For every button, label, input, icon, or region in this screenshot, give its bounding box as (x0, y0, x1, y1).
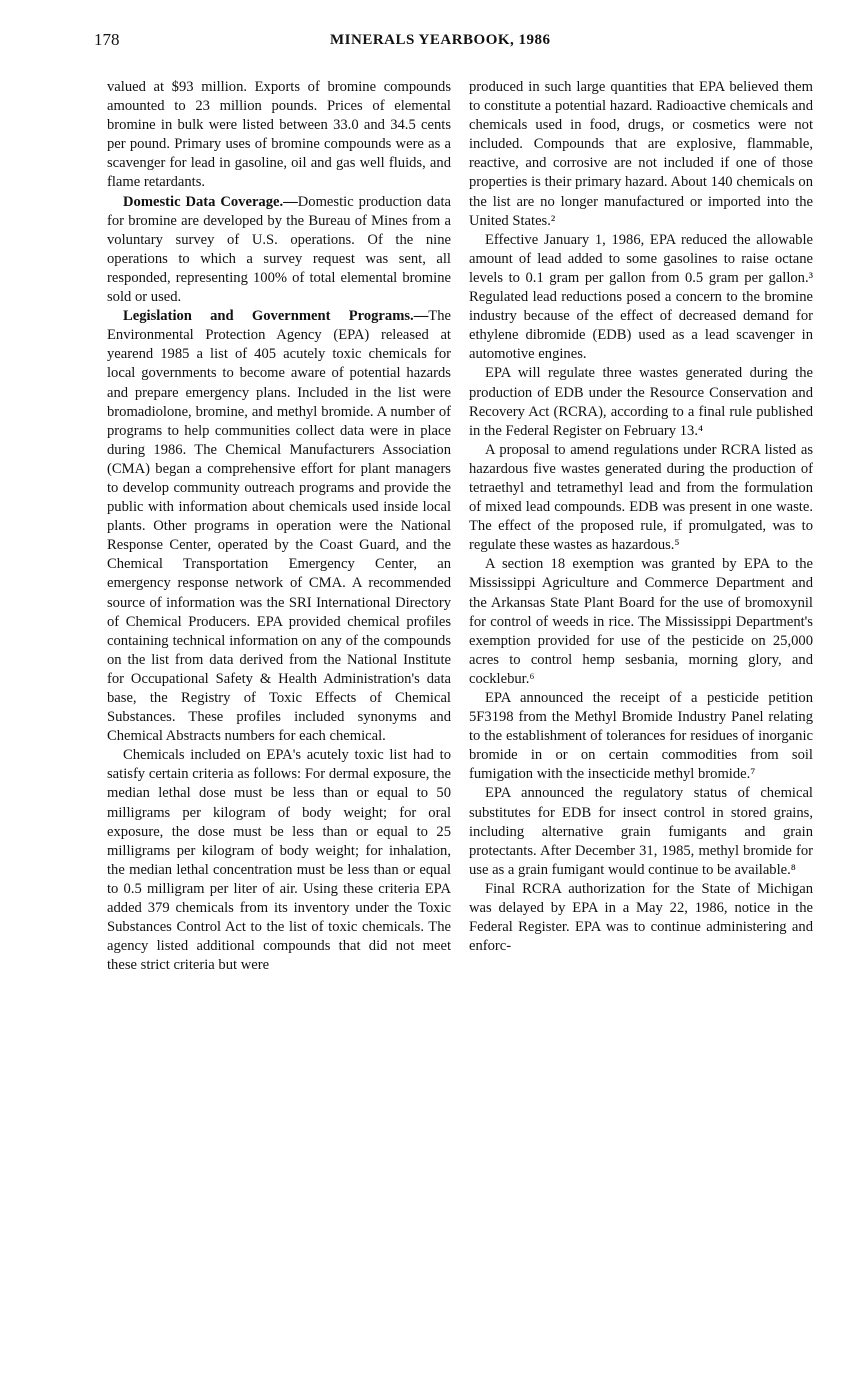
running-title: MINERALS YEARBOOK, 1986 (330, 32, 551, 48)
paragraph: A section 18 exemption was granted by EPA to the Mississippi Agriculture and Commerce Department and the Arkansas State Plant Board for the use of bromoxynil for control of weeds in rice. The Mississippi Department's exemption provided for use of the pesticide on 25,000 acres to control hemp sesbania, morning glory, and cocklebur.⁶ (469, 556, 813, 687)
page-number: 178 (94, 30, 120, 49)
section-heading: Domestic Data Coverage.— (123, 193, 298, 210)
paragraph: EPA announced the receipt of a pesticide petition 5F3198 from the Methyl Bromide Industry Panel relating to the establishment of tolerances for residues of inorganic bromide in or on certain commodities from soil fumigation with the insecticide methyl bromide.⁷ (469, 690, 813, 783)
paragraph-text: The Environmental Protection Agency (EPA) released at yearend 1985 a list of 405 acutely toxic chemicals for local governments to become aware of potential hazards and prepare emergency plans. Included in the list were bromadiolone, bromine, and methyl bromide. A number of programs to help communities collect data were in place during 1986. The Chemical Manufacturers Association (CMA) began a comprehensive effort for plant managers to develop community outreach programs and provide the public with information about chemicals used inside local plants. Other programs in operation were the National Response Center, operated by the Coast Guard, and the Chemical Transportation Emergency Center, an emergency response network of CMA. A recommended source of information was the SRI International Directory of Chemical Producers. EPA provided chemical profiles containing technical information on any of the compounds on the list from data derived from the National Institute for Occupational Safety & Health Administration's data base, the Registry of Toxic Effects of Chemical Substances. These profiles included synonyms and Chemical Abstracts numbers for each chemical. (107, 308, 451, 745)
right-column (469, 78, 813, 956)
paragraph: A proposal to amend regulations under RCRA listed as hazardous five wastes generated during the production of tetraethyl and tetramethyl lead and from the formulation of mixed lead compounds. EDB was present in one waste. The effect of the proposed rule, if promulgated, was to regulate these wastes as hazardous.⁵ (469, 441, 813, 554)
paragraph: EPA announced the regulatory status of chemical substitutes for EDB for insect control in stored grains, including alternative grain fumigants and grain protectants. After December 31, 1985, methyl bromide for use as a grain fumigant would continue to be available.⁸ (469, 785, 813, 878)
paragraph (107, 307, 451, 746)
paragraph: EPA will regulate three wastes generated during the production of EDB under the Resource Conservation and Recovery Act (RCRA), according to a final rule published in the Federal Register on February 13.⁴ (469, 365, 813, 439)
paragraph-text: Domestic production data for bromine are developed by the Bureau of Mines from a voluntary survey of U.S. operations. Of the nine operations to which a survey request was sent, all responded, representing 100% of total elemental bromine sold or used. (107, 193, 451, 306)
paragraph: Effective January 1, 1986, EPA reduced the allowable amount of lead added to some gasolines to raise octane levels to 0.1 gram per gallon from 0.5 gram per gallon.³ Regulated lead reductions posed a concern to the bromine industry because of the effect of decreased demand for ethylene dibromide (EDB) used as a lead scavenger in automotive engines. (469, 231, 813, 363)
paragraph: Final RCRA authorization for the State of Michigan was delayed by EPA in a May 22, 1986, notice in the Federal Register. EPA was to continue administering and enforc- (469, 880, 813, 955)
left-column (107, 78, 451, 975)
section-heading: Legislation and Government Programs.— (123, 308, 429, 325)
paragraph: produced in such large quantities that EPA believed them to constitute a potential hazard. Radioactive chemicals and chemicals used in food, drugs, or cosmetics were not included. Compounds that are explosive, flammable, reactive, and corrosive are not included if one of those properties is their primary hazard. About 140 chemicals on the list are no longer manufactured or imported into the United States.² (469, 79, 813, 229)
paragraph: valued at $93 million. Exports of bromine compounds amounted to 23 million pounds. Prices of elemental bromine in bulk were listed between 33.0 and 34.5 cents per pound. Primary uses of bromine compounds were as a scavenger for lead in gasoline, oil and gas well fluids, and flame retardants. (107, 79, 451, 191)
paragraph (107, 193, 451, 308)
paragraph: Chemicals included on EPA's acutely toxic list had to satisfy certain criteria as follows: For dermal exposure, the median lethal dose must be less than or equal to 50 milligrams per kilogram of body weight; for oral exposure, the dose must be less than or equal to 25 milligrams per kilogram of body weight; for inhalation, the median lethal concentration must be less than or equal to 0.5 milligram per liter of air. Using these criteria EPA added 379 chemicals from its inventory under the Toxic Substances Control Act to the list of toxic chemicals. The agency listed additional compounds that did not meet these strict criteria but were (107, 747, 451, 974)
